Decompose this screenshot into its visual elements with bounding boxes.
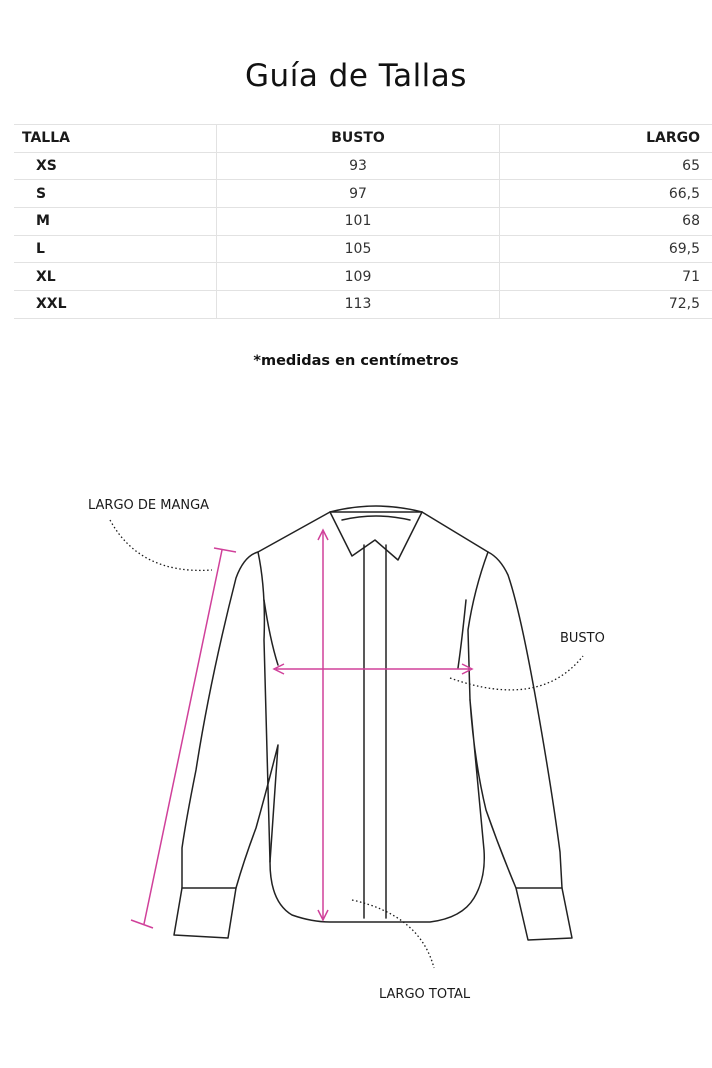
bust-cell: 109 bbox=[217, 263, 500, 291]
shirt-outline-icon bbox=[174, 506, 572, 940]
column-header-busto: BUSTO bbox=[217, 125, 500, 153]
size-cell: XXL bbox=[14, 291, 217, 319]
bust-cell: 113 bbox=[217, 291, 500, 319]
size-cell: XL bbox=[14, 263, 217, 291]
units-note: *medidas en centímetros bbox=[253, 353, 459, 369]
length-cell: 68 bbox=[500, 208, 712, 236]
sleeve-length-label: LARGO DE MANGA bbox=[88, 498, 210, 513]
bust-cell: 101 bbox=[217, 208, 500, 236]
size-cell: S bbox=[14, 180, 217, 208]
length-cell: 69,5 bbox=[500, 235, 712, 263]
length-cell: 72,5 bbox=[500, 291, 712, 319]
page-title: Guía de Tallas bbox=[245, 58, 467, 94]
bust-cell: 105 bbox=[217, 235, 500, 263]
total-length-label: LARGO TOTAL bbox=[379, 987, 471, 1002]
length-cell: 66,5 bbox=[500, 180, 712, 208]
length-cell: 65 bbox=[500, 152, 712, 180]
size-cell: M bbox=[14, 208, 217, 236]
column-header-talla: TALLA bbox=[14, 125, 217, 153]
bust-label: BUSTO bbox=[560, 631, 605, 646]
size-cell: L bbox=[14, 235, 217, 263]
length-cell: 71 bbox=[500, 263, 712, 291]
size-cell: XS bbox=[14, 152, 217, 180]
column-header-largo: LARGO bbox=[500, 125, 712, 153]
bust-cell: 93 bbox=[217, 152, 500, 180]
bust-cell: 97 bbox=[217, 180, 500, 208]
